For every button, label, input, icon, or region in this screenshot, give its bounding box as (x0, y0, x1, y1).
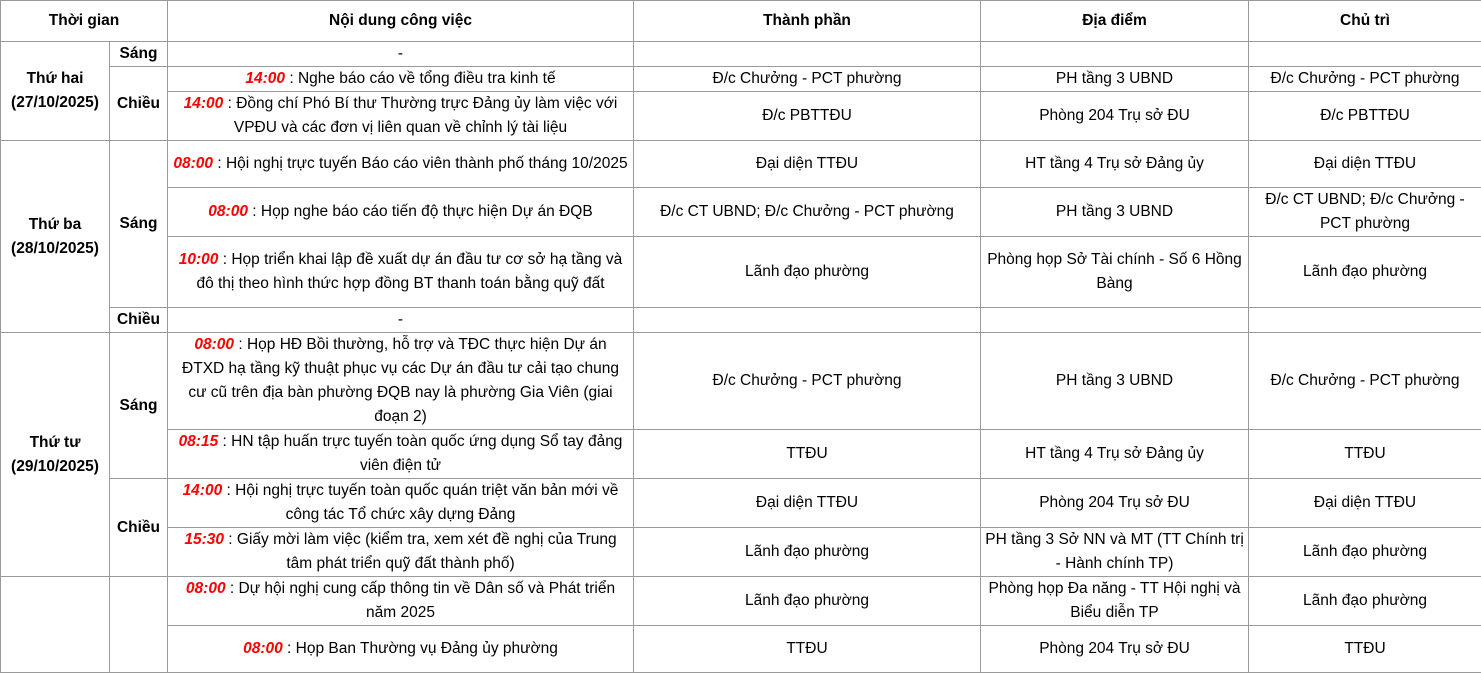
content-text: : Hội nghị trực tuyến Báo cáo viên thành phố tháng 10/2025 (213, 155, 628, 172)
participants-cell: Đ/c CT UBND; Đ/c Chưởng - PCT phường (634, 188, 981, 237)
location-cell: Phòng 204 Trụ sở ĐU (981, 92, 1249, 141)
table-row (1, 626, 1481, 673)
time-label: 14:00 (183, 482, 223, 499)
content-cell (168, 626, 634, 673)
location-cell (981, 42, 1249, 67)
participants-cell: Đại diện TTĐU (634, 141, 981, 188)
participants-cell (634, 42, 981, 67)
content-cell (168, 67, 634, 92)
table-row (1, 188, 1481, 237)
table-row (1, 42, 1481, 67)
time-label: 08:15 (179, 433, 219, 450)
session-label (110, 577, 168, 673)
content-text: : Hội nghị trực tuyến toàn quốc quán triệt văn bản mới về công tác Tổ chức xây dựng Đảng (222, 482, 618, 523)
location-cell: Phòng 204 Trụ sở ĐU (981, 626, 1249, 673)
location-cell: HT tầng 4 Trụ sở Đảng ủy (981, 430, 1249, 479)
table-row (1, 67, 1481, 92)
table-row (1, 308, 1481, 333)
header-row (1, 1, 1481, 42)
content-text: : Đồng chí Phó Bí thư Thường trực Đảng ủy làm việc với VPĐU và các đơn vị liên quan về chỉnh lý tài liệu (223, 95, 617, 136)
content-text: : Nghe báo cáo về tổng điều tra kinh tế (285, 70, 556, 87)
content-text: : Họp Ban Thường vụ Đảng ủy phường (283, 640, 558, 657)
time-label: 08:00 (243, 640, 283, 657)
time-label: 14:00 (245, 70, 285, 87)
participants-cell: TTĐU (634, 626, 981, 673)
participants-cell: Lãnh đạo phường (634, 577, 981, 626)
content-cell (168, 237, 634, 308)
content-text: : Dự hội nghị cung cấp thông tin về Dân số và Phát triển năm 2025 (226, 580, 616, 621)
table-row (1, 430, 1481, 479)
participants-cell: Lãnh đạo phường (634, 528, 981, 577)
day-date: (29/10/2025) (11, 458, 99, 475)
header-location: Địa điểm (981, 1, 1249, 42)
location-cell: PH tầng 3 UBND (981, 333, 1249, 430)
chair-cell: Đại diện TTĐU (1249, 479, 1481, 528)
day-date: (27/10/2025) (11, 94, 99, 111)
chair-cell (1249, 42, 1481, 67)
session-label: Sáng (110, 141, 168, 308)
participants-cell: Đ/c Chưởng - PCT phường (634, 67, 981, 92)
day-cell (1, 42, 110, 141)
location-cell: PH tầng 3 Sở NN và MT (TT Chính trị - Hành chính TP) (981, 528, 1249, 577)
time-label: 10:00 (179, 251, 219, 268)
participants-cell: Đ/c PBTTĐU (634, 92, 981, 141)
content-cell (168, 188, 634, 237)
day-name: Thứ hai (27, 70, 84, 87)
content-cell (168, 141, 634, 188)
chair-cell: Đ/c CT UBND; Đ/c Chưởng - PCT phường (1249, 188, 1481, 237)
day-cell (1, 577, 110, 673)
day-name: Thứ tư (30, 434, 81, 451)
content-cell (168, 333, 634, 430)
location-cell: PH tầng 3 UBND (981, 67, 1249, 92)
participants-cell: TTĐU (634, 430, 981, 479)
content-text: : Họp triển khai lập đề xuất dự án đầu tư cơ sở hạ tầng và đô thị theo hình thức hợp đồng BT thanh toán bằng quỹ đất (196, 251, 622, 292)
header-participants: Thành phần (634, 1, 981, 42)
location-cell: Phòng họp Sở Tài chính - Số 6 Hồng Bàng (981, 237, 1249, 308)
header-content: Nội dung công việc (168, 1, 634, 42)
day-cell (1, 333, 110, 577)
session-label: Sáng (110, 42, 168, 67)
header-chair: Chủ trì (1249, 1, 1481, 42)
location-cell: HT tầng 4 Trụ sở Đảng ủy (981, 141, 1249, 188)
location-cell: Phòng 204 Trụ sở ĐU (981, 479, 1249, 528)
content-cell (168, 308, 634, 333)
table-row (1, 237, 1481, 308)
table-row (1, 528, 1481, 577)
location-cell: PH tầng 3 UBND (981, 188, 1249, 237)
content-cell (168, 92, 634, 141)
content-cell (168, 479, 634, 528)
chair-cell: Lãnh đạo phường (1249, 528, 1481, 577)
time-label: 15:30 (184, 531, 224, 548)
chair-cell: Đại diện TTĐU (1249, 141, 1481, 188)
table-row (1, 141, 1481, 188)
location-cell (981, 308, 1249, 333)
chair-cell: Lãnh đạo phường (1249, 237, 1481, 308)
chair-cell: Đ/c PBTTĐU (1249, 92, 1481, 141)
header-time: Thời gian (1, 1, 168, 42)
session-label: Chiều (110, 479, 168, 577)
content-cell (168, 577, 634, 626)
participants-cell: Đ/c Chưởng - PCT phường (634, 333, 981, 430)
time-label: 08:00 (194, 336, 234, 353)
day-date: (28/10/2025) (11, 240, 99, 257)
location-cell: Phòng họp Đa năng - TT Hội nghị và Biểu diễn TP (981, 577, 1249, 626)
chair-cell: TTĐU (1249, 430, 1481, 479)
session-label: Chiều (110, 67, 168, 141)
content-cell (168, 430, 634, 479)
content-text: - (398, 311, 403, 328)
content-text: - (398, 45, 403, 62)
content-text: : HN tập huấn trực tuyến toàn quốc ứng dụng Sổ tay đảng viên điện tử (218, 433, 622, 474)
session-label: Sáng (110, 333, 168, 479)
day-name: Thứ ba (29, 216, 82, 233)
time-label: 08:00 (208, 203, 248, 220)
chair-cell (1249, 308, 1481, 333)
content-cell (168, 528, 634, 577)
day-cell (1, 141, 110, 333)
session-label: Chiều (110, 308, 168, 333)
time-label: 08:00 (186, 580, 226, 597)
participants-cell: Lãnh đạo phường (634, 237, 981, 308)
chair-cell: TTĐU (1249, 626, 1481, 673)
table-row (1, 333, 1481, 430)
content-cell (168, 42, 634, 67)
table-row (1, 577, 1481, 626)
participants-cell: Đại diện TTĐU (634, 479, 981, 528)
time-label: 14:00 (184, 95, 224, 112)
content-text: : Họp nghe báo cáo tiến độ thực hiện Dự án ĐQB (248, 203, 593, 220)
chair-cell: Lãnh đạo phường (1249, 577, 1481, 626)
content-text: : Giấy mời làm việc (kiểm tra, xem xét đề nghị của Trung tâm phát triển quỹ đất thành phố) (224, 531, 617, 572)
chair-cell: Đ/c Chưởng - PCT phường (1249, 333, 1481, 430)
table-row (1, 92, 1481, 141)
table-row (1, 479, 1481, 528)
time-label: 08:00 (173, 155, 213, 172)
content-text: : Họp HĐ Bồi thường, hỗ trợ và TĐC thực hiện Dự án ĐTXD hạ tầng kỹ thuật phục vụ các Dự án đầu tư cải tạo chung cư cũ trên địa bàn phường ĐQB nay là phường Gia Viên (giai đoạn 2) (182, 336, 619, 425)
participants-cell (634, 308, 981, 333)
chair-cell: Đ/c Chưởng - PCT phường (1249, 67, 1481, 92)
